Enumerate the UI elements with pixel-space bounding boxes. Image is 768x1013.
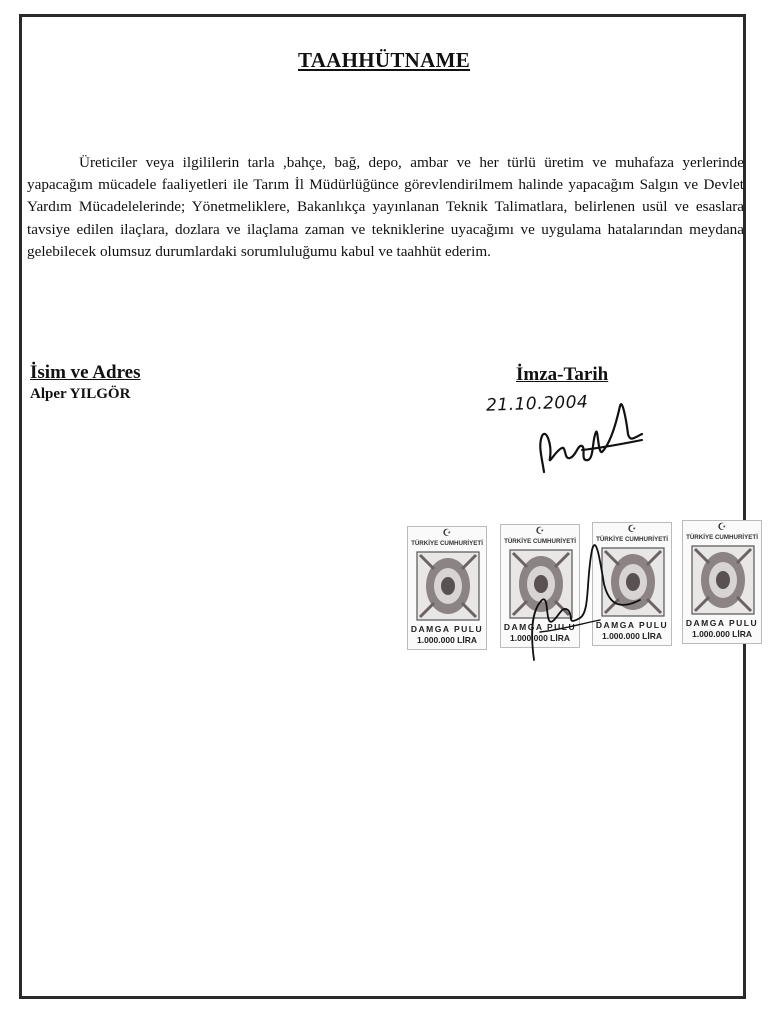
stamp-header: TÜRKİYE CUMHURİYETİ xyxy=(596,536,668,543)
crescent-star-icon: ☪ xyxy=(442,528,452,539)
crescent-star-icon: ☪ xyxy=(627,524,637,535)
handwritten-date: 21.10.2004 xyxy=(485,392,589,416)
stamp-value: 1.000.000 LİRA xyxy=(601,631,662,641)
stamp-name: DAMGA PULU xyxy=(685,618,759,628)
stamp-name: DAMGA PULU xyxy=(503,622,577,632)
stamp-header: TÜRKİYE CUMHURİYETİ xyxy=(504,538,576,545)
revenue-stamp xyxy=(682,520,762,644)
document-title: TAAHHÜTNAME xyxy=(297,48,471,72)
stamp-name: DAMGA PULU xyxy=(410,624,484,634)
name-address-label: İsim ve Adres xyxy=(30,362,141,383)
commitment-paragraph: Üreticiler veya ilgililerin tarla ,bahçe, bağ, depo, ambar ve her türlü üretim ve muhafaza yerlerinde yapacağım mücadele faaliyetleri ile Tarım İl Müdürlüğünce görevlendirilmem halinde yapacağım Salgın ve Devlet Yardım Mücadelelerinde; Yönetmeliklere, Bakanlıkça yayınlanan Teknik Talimatlara, belirlenen usül ve esaslara tavsiye edilen ilaçlara, dozlara ve ilaçlama zaman ve tekniklerine uyacağımı ve uygulama hatalarından meydana gelebilecek olumsuz durumlardaki sorumluluğumu kabul ve taahhüt ederim. xyxy=(27,154,744,260)
crescent-star-icon: ☪ xyxy=(535,526,545,537)
stamp-header: TÜRKİYE CUMHURİYETİ xyxy=(686,534,758,541)
applicant-name: Alper YILGÖR xyxy=(30,386,131,402)
stamp-name: DAMGA PULU xyxy=(595,620,669,630)
stamp-value: 1.000.000 LİRA xyxy=(416,635,477,645)
signature-date-label: İmza-Tarih xyxy=(516,364,609,385)
stamp-value: 1.000.000 LİRA xyxy=(691,629,752,639)
stamp-signature-scribble xyxy=(520,520,670,670)
handwritten-signature xyxy=(530,388,650,488)
crescent-star-icon: ☪ xyxy=(717,522,727,533)
ornament-pattern xyxy=(416,551,480,621)
ornament-pattern xyxy=(691,545,755,615)
stamp-value: 1.000.000 LİRA xyxy=(509,633,570,643)
stamp-header: TÜRKİYE CUMHURİYETİ xyxy=(411,540,483,547)
revenue-stamp xyxy=(407,526,487,650)
